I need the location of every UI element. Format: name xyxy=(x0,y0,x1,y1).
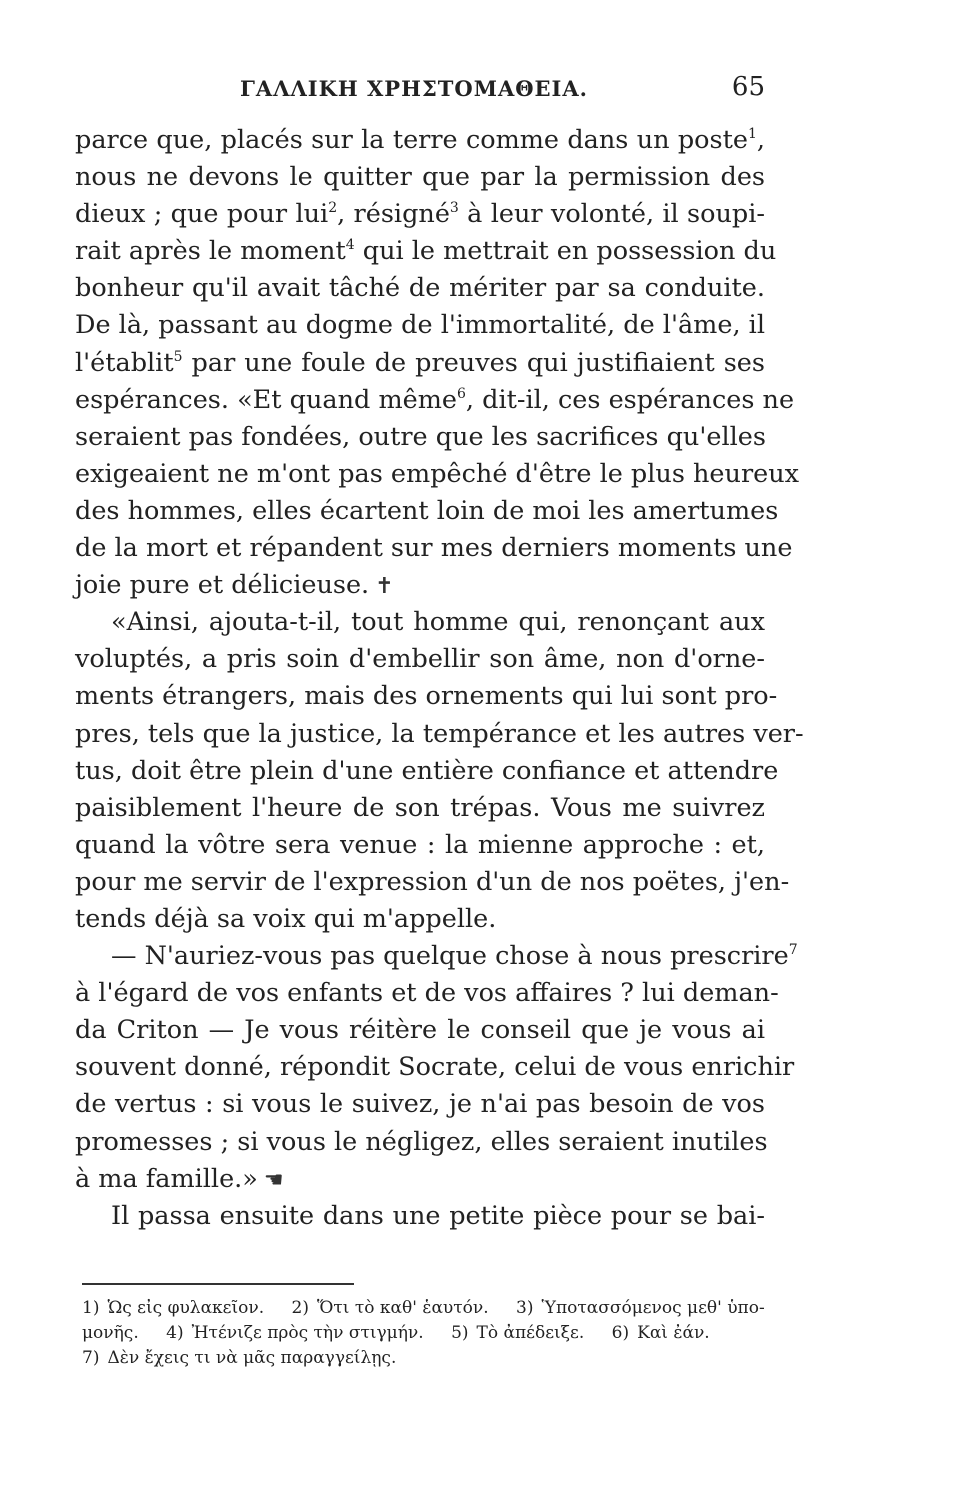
text-line: l'établit$^5$ par une foule de preuves qui justifiaient ses xyxy=(75,347,765,378)
text-line: souvent donné, répondit Socrate, celui de vous enrichir xyxy=(75,1052,795,1083)
text-line: da Criton — Je vous réitère le conseil que je vous ai xyxy=(75,1015,765,1046)
text-line: rait après le moment$^4$ qui le mettrait en possession du xyxy=(75,236,777,267)
text-line: de vertus : si vous le suivez, je n'ai pas besoin de vos xyxy=(75,1089,765,1120)
text-line: à l'égard de vos enfants et de vos affaires ? lui deman- xyxy=(75,978,779,1009)
text-line: de la mort et répandent sur mes derniers moments une xyxy=(75,533,793,564)
text-line: paisiblement l'heure de son trépas. Vous me suivrez xyxy=(75,792,765,823)
footnote-line xyxy=(82,1346,772,1371)
footnote: 4) Ἠτένιζε πρὸς τὴν στιγμήν. xyxy=(166,1323,424,1343)
footnote-line xyxy=(82,1321,772,1346)
text-line: De là, passant au dogme de l'immortalité, de l'âme, il xyxy=(75,310,765,341)
text-line: parce que, placés sur la terre comme dans un poste$^1$, xyxy=(75,125,765,155)
footnote: 6) Καὶ ἐάν. xyxy=(611,1323,710,1343)
text-line: seraient pas fondées, outre que les sacrifices qu'elles xyxy=(75,421,766,452)
text-line: quand la vôtre sera venue : la mienne approche : et, xyxy=(75,829,765,860)
text-line: à ma famille.» ☚ xyxy=(75,1161,765,1198)
footnote: 1) Ὡς εἰς φυλακεῖον. xyxy=(82,1298,265,1318)
text-line: pres, tels que la justice, la tempérance et les autres ver- xyxy=(75,718,804,749)
text-line: ments étrangers, mais des ornements qui lui sont pro- xyxy=(75,681,778,712)
text-line: promesses ; si vous le négligez, elles seraient inutiles xyxy=(75,1126,768,1157)
main-text xyxy=(75,122,804,1235)
footnote: 5) Τὸ ἀπέδειξε. xyxy=(451,1323,585,1343)
footnote: 3) Ὑποτασσόμενος μεθ' ὑπο- xyxy=(516,1298,765,1318)
footnote: μονῆς. xyxy=(82,1323,139,1343)
text-line: tends déjà sa voix qui m'appelle. xyxy=(75,903,497,934)
text-line: des hommes, elles écartent loin de moi les amertumes xyxy=(75,495,779,526)
text-line: voluptés, a pris soin d'embellir son âme, non d'orne- xyxy=(75,644,765,675)
page-number: 65 xyxy=(731,72,765,102)
text-line: — N'auriez-vous pas quelque chose à nous prescrire$^7$ xyxy=(111,941,798,972)
text-line: bonheur qu'il avait tâché de mériter par sa conduite. xyxy=(75,273,765,304)
footnote-divider xyxy=(82,1283,354,1285)
footnote-line xyxy=(82,1296,772,1321)
running-title: ΓΑΛΛΙΚΗ ΧΡΗΣΤΟΜΑΘΕΙΑ. xyxy=(240,76,588,101)
text-line: espérances. «Et quand même$^6$, dit-il, ces espérances ne xyxy=(75,384,795,415)
text-line: dieux ; que pour lui$^2$, résigné$^3$ à leur volonté, il soupi- xyxy=(75,199,765,230)
text-line: tus, doit être plein d'une entière confiance et attendre xyxy=(75,755,779,786)
text-line: Il passa ensuite dans une petite pièce pour se bai- xyxy=(111,1200,765,1231)
text-line: exigeaient ne m'ont pas empêché d'être le plus heureux xyxy=(75,458,800,489)
text-line: joie pure et délicieuse. ✝ xyxy=(75,567,765,604)
text-line: pour me servir de l'expression d'un de nos poëtes, j'en- xyxy=(75,866,790,897)
footnotes xyxy=(82,1296,772,1371)
text-line: nous ne devons le quitter que par la permission des xyxy=(75,162,765,193)
text-line: «Ainsi, ajouta-t-il, tout homme qui, renonçant aux xyxy=(111,607,765,638)
pointing-hand-icon: ☚ xyxy=(263,1167,284,1193)
footnote: 7) Δὲν ἔχεις τι νὰ μᾶς παραγγείλῃς. xyxy=(82,1348,397,1368)
cross-mark-icon: ✝ xyxy=(375,574,394,600)
running-header xyxy=(75,72,765,108)
footnote: 2) Ὅτι τὸ καθ' ἑαυτόν. xyxy=(291,1298,489,1318)
